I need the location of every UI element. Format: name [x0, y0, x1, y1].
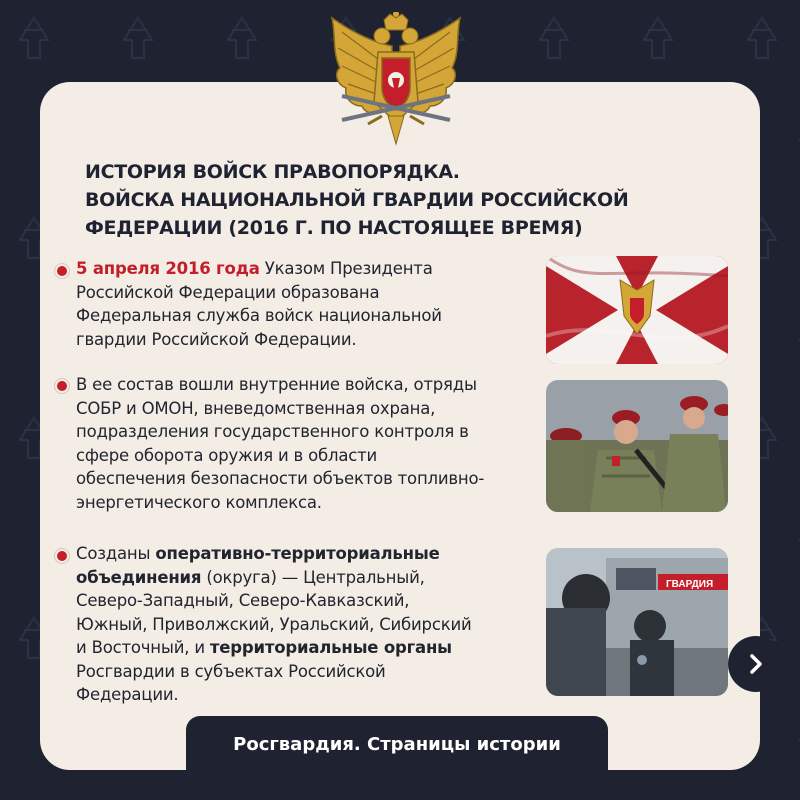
page-title — [85, 158, 685, 242]
background-mark-icon — [540, 18, 568, 58]
background-mark-icon — [124, 18, 152, 58]
background-mark-icon — [748, 18, 776, 58]
title-line-3: ФЕДЕРАЦИИ (2016 Г. ПО НАСТОЯЩЕЕ ВРЕМЯ) — [85, 217, 583, 239]
next-button[interactable] — [728, 636, 784, 692]
flag-photo — [546, 256, 728, 364]
chevron-right-icon — [745, 653, 767, 675]
rosgvardia-emblem-icon — [322, 12, 470, 152]
bullet-2: В ее состав вошли внутренние войска, отряды СОБР и ОМОН, вневедомственная охрана, подразделения государственного контроля в сфере оборота оружия и в области обеспечения безопасности объектов топливно- энергетического комплекса. — [76, 375, 485, 512]
title-line-1: ИСТОРИЯ ВОЙСК ПРАВОПОРЯДКА. — [85, 161, 460, 183]
truck-label: ГВАРДИЯ — [666, 579, 714, 590]
title-line-2: ВОЙСКА НАЦИОНАЛЬНОЙ ГВАРДИИ РОССИЙСКОЙ — [85, 189, 629, 211]
background-mark-icon — [228, 18, 256, 58]
bullet-1: 5 апреля 2016 года Указом Президента Российской Федерации образована Федеральная служба войск национальной гвардии Российской Федерации. — [76, 259, 442, 349]
bullet-1-date: 5 апреля 2016 года — [76, 259, 260, 278]
bullet-dot-icon — [57, 381, 67, 391]
bullet-dot-icon — [57, 266, 67, 276]
soldiers-parade-photo — [546, 380, 728, 512]
background-mark-icon — [644, 18, 672, 58]
background-mark-icon — [20, 18, 48, 58]
special-forces-vehicle-photo — [546, 548, 728, 696]
footer-label: Росгвардия. Страницы истории — [233, 733, 561, 755]
bullet-3: Созданы оперативно-территориальные объединения (округа) — Центральный, Северо-Западный, Северо-Кавказский, Южный, Приволжский, Уральский, Сибирский и Восточный, и территориальные органы Росгвардии в субъектах Российской Федерации. — [76, 544, 472, 704]
footer-tab — [186, 716, 608, 772]
bullet-dot-icon — [57, 551, 67, 561]
